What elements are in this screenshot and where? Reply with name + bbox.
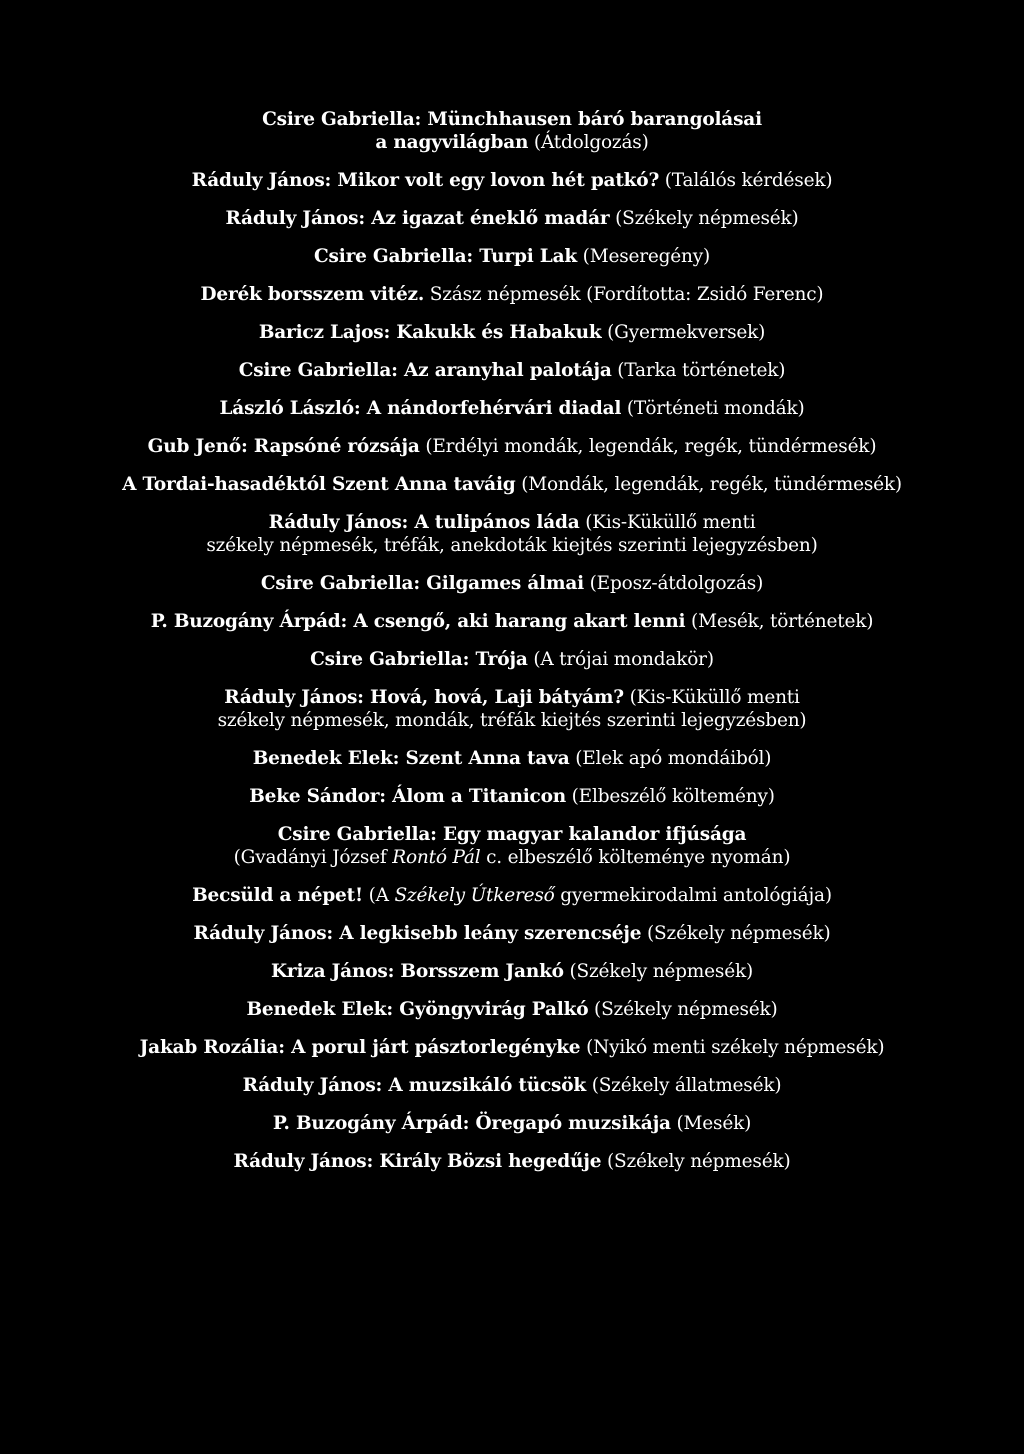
book-title: Csire Gabriella: Turpi Lak	[314, 246, 577, 267]
book-note: (Székely népmesék)	[641, 923, 831, 944]
book-note: (Meseregény)	[577, 246, 710, 267]
book-note: (Mondák, legendák, regék, tündérmesék)	[515, 474, 902, 495]
book-note: (Gyermekversek)	[601, 322, 766, 343]
book-entry	[0, 960, 1024, 983]
book-note: (Székely népmesék)	[609, 208, 799, 229]
book-list	[0, 108, 1024, 1188]
book-title: Ráduly János: Az igazat éneklő madár	[225, 208, 610, 229]
book-note: (Székely népmesék)	[588, 999, 778, 1020]
book-entry	[0, 785, 1024, 808]
book-note-post: c. elbeszélő költeménye nyomán)	[480, 847, 791, 868]
book-note-continued: székely népmesék, tréfák, anekdoták kiejtés szerinti lejegyzésben)	[206, 535, 818, 556]
book-title: Csire Gabriella: Az aranyhal palotája	[238, 360, 612, 381]
book-note: (Erdélyi mondák, legendák, regék, tündérmesék)	[419, 436, 877, 457]
book-title: Ráduly János: A muzsikáló tücsök	[242, 1075, 587, 1096]
book-title: Csire Gabriella: Gilgames álmai	[260, 573, 584, 594]
book-entry	[0, 1036, 1024, 1059]
book-note: (Kis-Küküllő menti	[579, 512, 756, 533]
book-entry	[0, 397, 1024, 420]
book-entry	[0, 1150, 1024, 1173]
book-entry	[0, 169, 1024, 192]
book-entry	[0, 1074, 1024, 1097]
book-title: Baricz Lajos: Kakukk és Habakuk	[258, 322, 602, 343]
book-title: Ráduly János: A tulipános láda	[268, 512, 580, 533]
book-note: (Székely állatmesék)	[586, 1075, 782, 1096]
book-entry	[0, 321, 1024, 344]
book-note: (A trójai mondakör)	[527, 649, 714, 670]
book-title: Csire Gabriella: Egy magyar kalandor ifjúsága	[277, 824, 747, 845]
book-title: Gub Jenő: Rapsóné rózsája	[147, 436, 420, 457]
book-title-continued: a nagyvilágban	[375, 132, 529, 153]
book-title: A Tordai-hasadéktól Szent Anna taváig	[122, 474, 516, 495]
book-title: P. Buzogány Árpád: Öregapó muzsikája	[272, 1113, 671, 1134]
book-entry	[0, 884, 1024, 907]
book-title: Benedek Elek: Szent Anna tava	[252, 748, 570, 769]
book-note-pre: (Gvadányi József	[233, 847, 393, 868]
book-entry	[0, 610, 1024, 633]
book-note: (Tarka történetek)	[611, 360, 786, 381]
book-title: Ráduly János: A legkisebb leány szerencséje	[193, 923, 642, 944]
book-note-post: gyermekirodalmi antológiája)	[554, 885, 832, 906]
book-title: Beke Sándor: Álom a Titanicon	[249, 786, 566, 807]
book-entry	[0, 998, 1024, 1021]
book-title: Jakab Rozália: A porul járt pásztorlegényke	[139, 1037, 581, 1058]
book-entry	[0, 207, 1024, 230]
book-entry	[0, 686, 1024, 732]
book-note: (Eposz-átdolgozás)	[583, 573, 764, 594]
book-title: Benedek Elek: Gyöngyvirág Palkó	[246, 999, 589, 1020]
book-note: (Átdolgozás)	[528, 132, 649, 153]
book-entry	[0, 359, 1024, 382]
book-title: Ráduly János: Király Bözsi hegedűje	[233, 1151, 602, 1172]
book-entry	[0, 435, 1024, 458]
book-title: László László: A nándorfehérvári diadal	[219, 398, 622, 419]
book-note: (Székely népmesék)	[563, 961, 753, 982]
book-entry	[0, 922, 1024, 945]
book-title: Derék borsszem vitéz.	[200, 284, 425, 305]
book-entry	[0, 648, 1024, 671]
book-note: (Székely népmesék)	[601, 1151, 791, 1172]
book-title: Ráduly János: Mikor volt egy lovon hét patkó?	[191, 170, 660, 191]
book-entry	[0, 108, 1024, 154]
book-note: (Nyikó menti székely népmesék)	[580, 1037, 885, 1058]
book-entry	[0, 823, 1024, 869]
book-entry	[0, 283, 1024, 306]
book-entry	[0, 511, 1024, 557]
book-note: (Kis-Küküllő menti	[623, 687, 800, 708]
book-title: Kriza János: Borsszem Jankó	[271, 961, 564, 982]
book-note-italic: Rontó Pál	[392, 847, 481, 868]
book-entry	[0, 747, 1024, 770]
book-note: (Mesék, történetek)	[685, 611, 874, 632]
book-title: Becsüld a népet!	[192, 885, 363, 906]
book-title: Csire Gabriella: Münchhausen báró barangolásai	[262, 109, 762, 130]
book-entry	[0, 473, 1024, 496]
book-note: (Elek apó mondáiból)	[569, 748, 772, 769]
book-entry	[0, 572, 1024, 595]
book-entry	[0, 1112, 1024, 1135]
book-note: Szász népmesék (Fordította: Zsidó Ferenc)	[424, 284, 824, 305]
book-title: P. Buzogány Árpád: A csengő, aki harang akart lenni	[150, 611, 686, 632]
book-title: Ráduly János: Hová, hová, Laji bátyám?	[224, 687, 624, 708]
book-note: (Mesék)	[670, 1113, 752, 1134]
book-entry	[0, 245, 1024, 268]
book-title: Csire Gabriella: Trója	[310, 649, 528, 670]
book-note: (Elbeszélő költemény)	[565, 786, 775, 807]
book-note-italic: Székely Útkereső	[394, 885, 555, 906]
book-note-continued: székely népmesék, mondák, tréfák kiejtés szerinti lejegyzésben)	[217, 710, 807, 731]
book-note: (Találós kérdések)	[659, 170, 833, 191]
book-note: (Történeti mondák)	[621, 398, 805, 419]
book-note-pre: (A	[362, 885, 395, 906]
